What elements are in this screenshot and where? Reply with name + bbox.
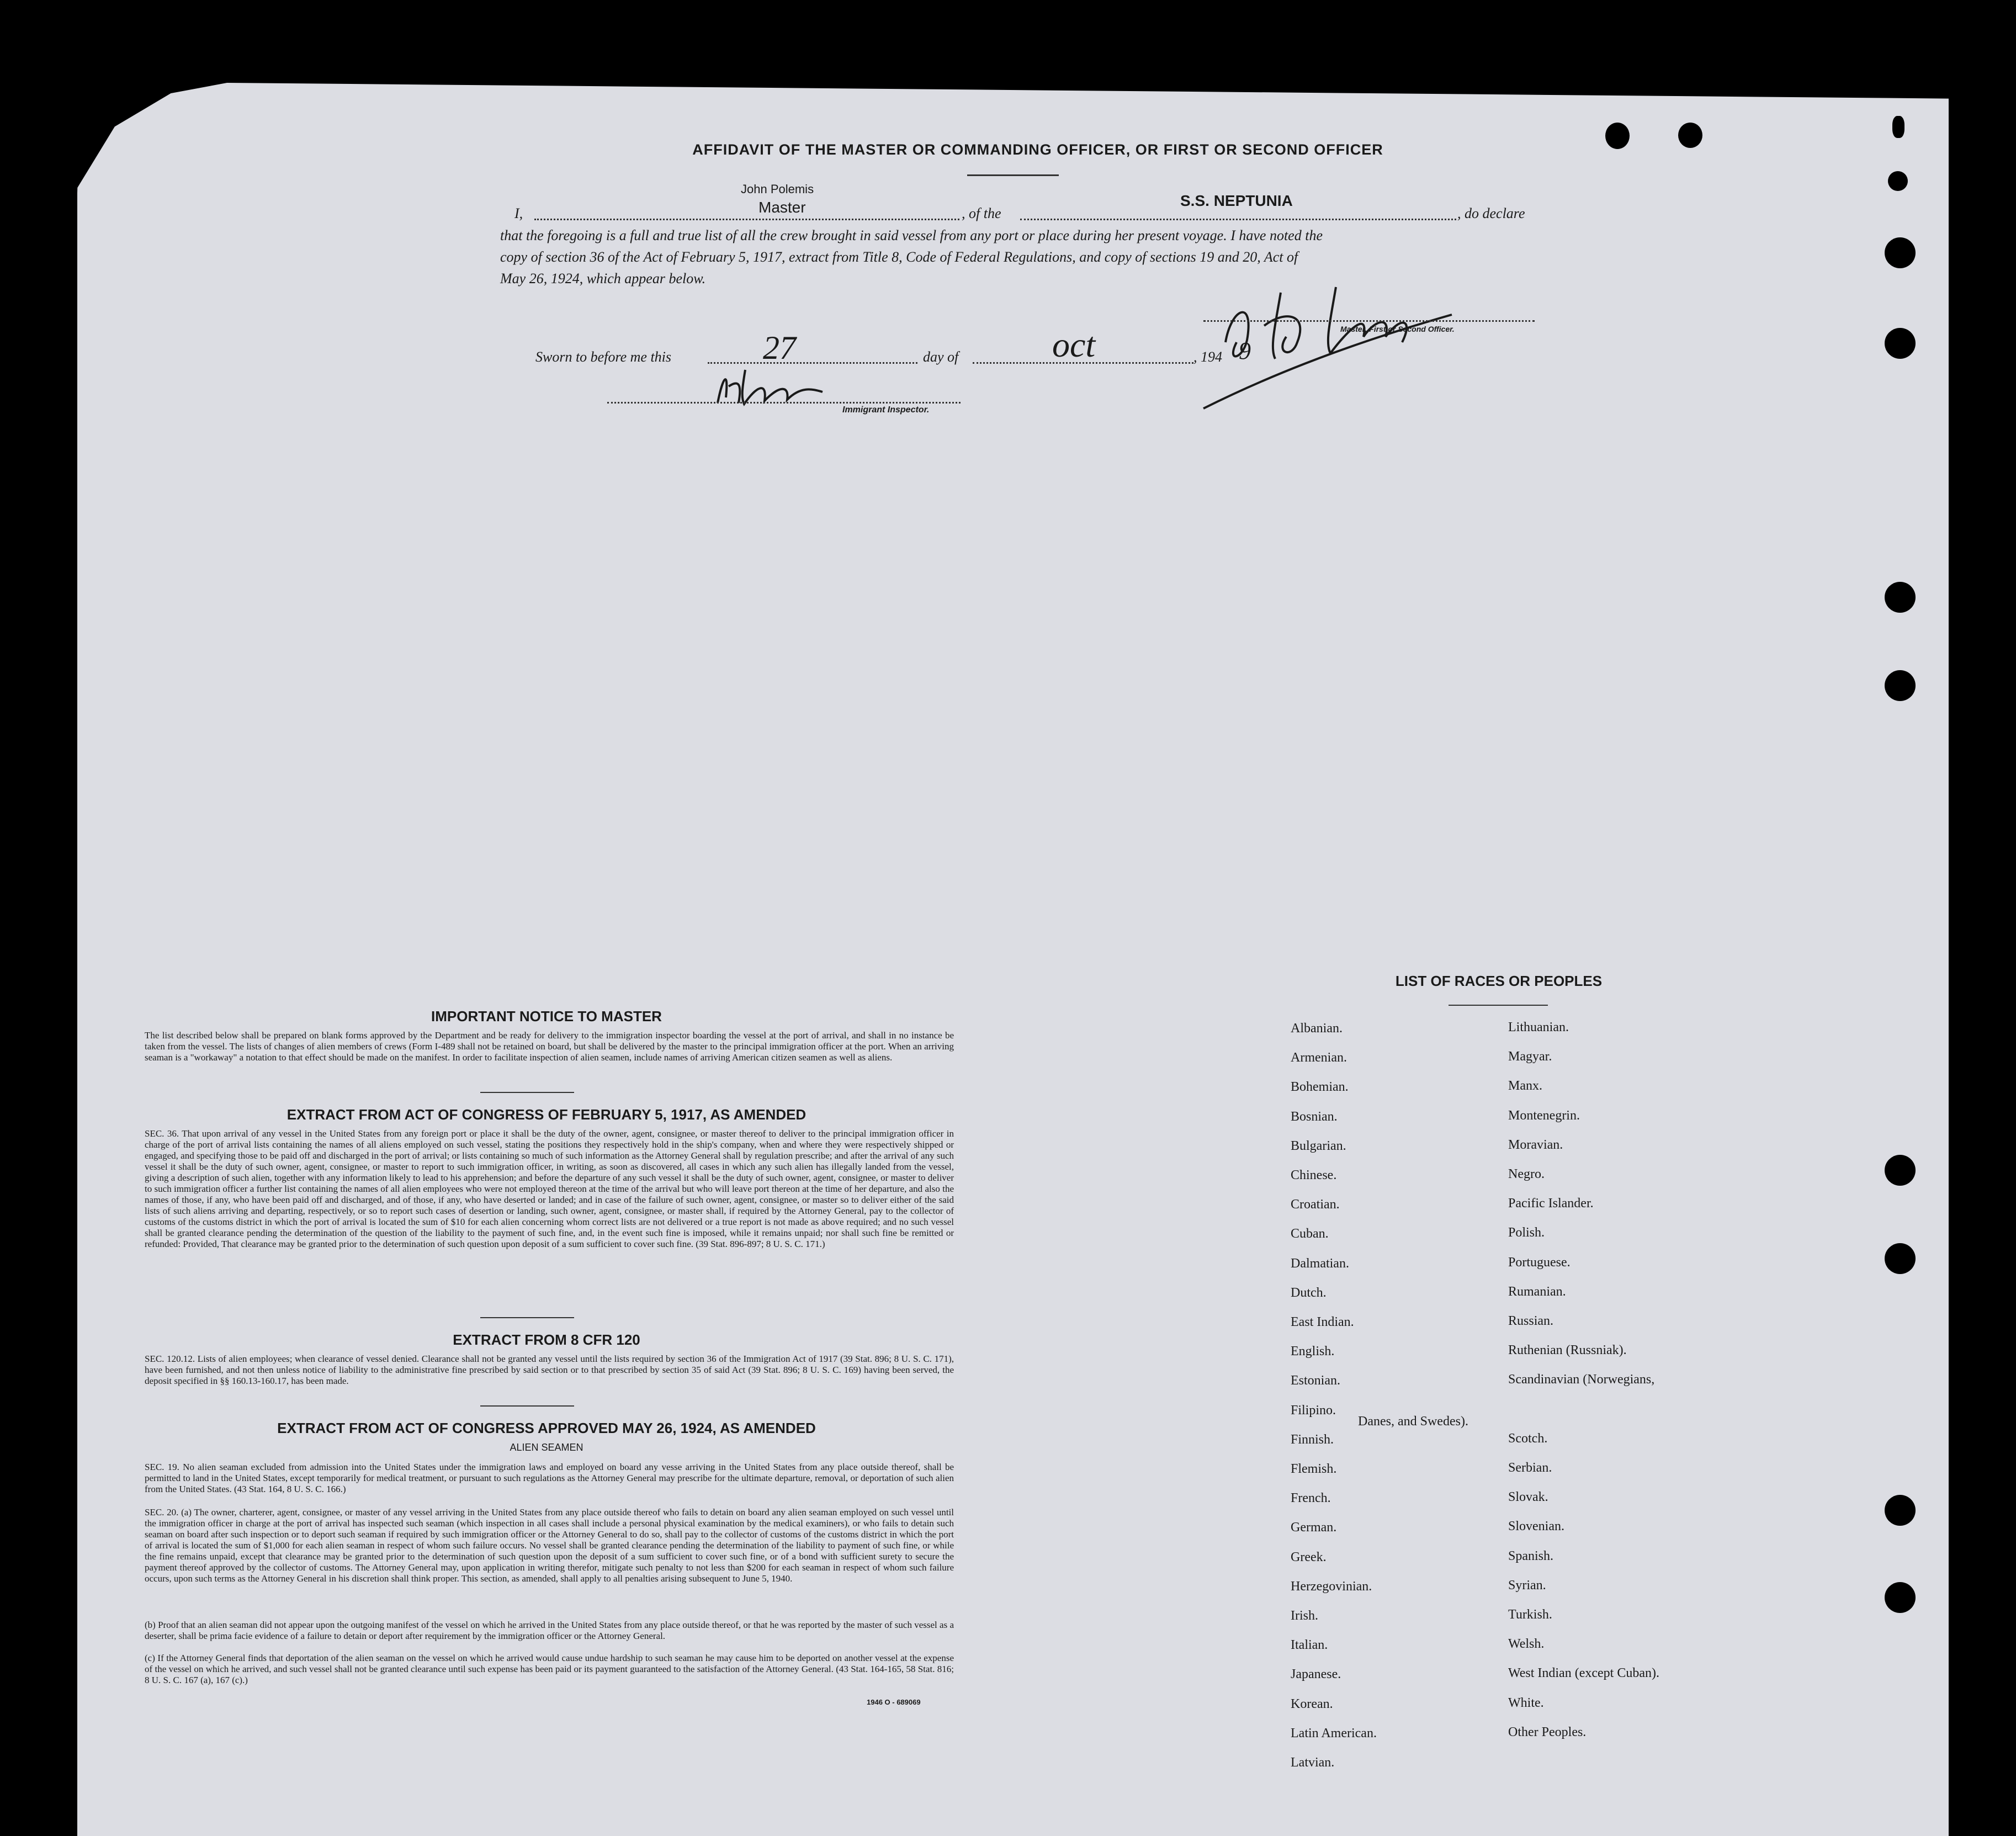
binder-hole (1885, 1243, 1916, 1274)
race-item: Croatian. (1291, 1197, 1340, 1212)
notice-body: The list described below shall be prepared on blank forms approved by the Department and be ready for delivery to the immigration inspector boarding the vessel at the port of arrival, and shall in no instance be taken from the vessel. The lists of changes of alien members of crews (Form I-489 shall not be retained on board, but shall be delivered by the master to the principal immigration officer at the port. When an arriving seaman is a "workaway" a notation to that effect should be made on the manifest. In order to facilitate inspection of alien seamen, include names of arriving American citizen seamen as well as aliens. (145, 1030, 954, 1063)
name-blank (534, 219, 959, 220)
extract1924-subtitle: ALIEN SEAMEN (510, 1442, 583, 1453)
typed-name: John Polemis (741, 182, 814, 196)
race-item: English. (1291, 1344, 1335, 1359)
race-item: White. (1508, 1695, 1544, 1710)
master-sig-line (1203, 320, 1535, 322)
race-item: Portuguese. (1508, 1255, 1571, 1270)
race-item: Slovak. (1508, 1490, 1548, 1505)
master-signature (1192, 276, 1479, 414)
extract1917-rule (480, 1317, 574, 1318)
race-item: Chinese. (1291, 1168, 1337, 1182)
sec19-body: SEC. 19. No alien seaman excluded from admission into the United States under the immigration laws and employed on board any vesse arriving in the United States from any place outside thereof, shall be permitted to land in the United States, except temporarily for medical treatment, or pursuant to such regulations as the Attorney General may prescribe for the ultimate departure, removal, or deportation of such alien from the United States. (43 Stat. 164, 8 U. S. C. 166.) (145, 1462, 954, 1494)
race-item: Slovenian. (1508, 1519, 1564, 1534)
race-item: West Indian (except Cuban). (1508, 1666, 1659, 1681)
cfr-body: SEC. 120.12. Lists of alien employees; when clearance of vessel denied. Clearance shall not be granted any vessel until the lists required by section 36 of the Immigration Act of 1917 (39 Stat. 896; 8 U. S. C. 171), have been furnished, and not then unless notice of liability to the administrative fine prescribed by said section or to that prescribed by section 35 of said Act (39 Stat. 896; 8 U. S. C. 169) having been served, the deposit specified in §§ 160.13-160.17, has been made. (145, 1354, 954, 1386)
race-item: Flemish. (1291, 1462, 1337, 1476)
inspector-sig-line (607, 402, 961, 404)
race-item: German. (1291, 1520, 1337, 1535)
race-item: Lithuanian. (1508, 1020, 1569, 1034)
races-rule (1449, 1005, 1548, 1006)
binder-hole (1885, 582, 1916, 613)
race-item: Estonian. (1291, 1373, 1340, 1388)
inspector-caption: Immigrant Inspector. (842, 405, 930, 415)
race-item: Montenegrin. (1508, 1108, 1580, 1123)
race-item: Polish. (1508, 1225, 1545, 1240)
race-item: Pacific Islander. (1508, 1196, 1594, 1211)
binder-hole (1885, 1155, 1916, 1186)
binder-hole (1605, 123, 1630, 149)
race-item: Albanian. (1291, 1021, 1343, 1036)
race-item: Cuban. (1291, 1227, 1329, 1241)
extract1924-title: EXTRACT FROM ACT OF CONGRESS APPROVED MAY 26, 1924, AS AMENDED (277, 1420, 816, 1436)
affidavit-line2: that the foregoing is a full and true list of all the crew brought in said vessel from any port or place during her present voyage. I have noted the (500, 227, 1323, 243)
race-item: Bosnian. (1291, 1109, 1338, 1124)
binder-hole (1885, 1582, 1916, 1613)
race-item: Other Peoples. (1508, 1724, 1587, 1739)
race-item: Moravian. (1508, 1137, 1563, 1152)
race-item: Finnish. (1291, 1432, 1334, 1447)
race-item: Negro. (1508, 1167, 1545, 1181)
notice-rule (480, 1092, 574, 1093)
vessel-blank (1020, 219, 1456, 220)
master-caption: Master, First or Second Officer. (1340, 325, 1455, 333)
race-item: Rumanian. (1508, 1284, 1566, 1299)
day-handwritten: 27 (763, 330, 796, 366)
cfr-rule (480, 1405, 574, 1407)
race-item: Scandinavian (Norwegians, (1508, 1372, 1655, 1387)
day-blank (708, 362, 917, 364)
binder-hole (1892, 116, 1904, 138)
year-handwritten: 9 (1239, 337, 1251, 364)
sec20b-body: (b) Proof that an alien seaman did not appear upon the outgoing manifest of the vessel on which he arrived in the United States from any place outside thereof, or that he was reported by the master of such vessel as a deserter, shall be prima facie evidence of a failure to detain or deport after requirement by the immigration officer or the Attorney General. (145, 1620, 954, 1641)
year-prefix: , 194 (1193, 349, 1222, 365)
race-item: Filipino. (1291, 1403, 1336, 1418)
line1-declare: , do declare (1457, 205, 1525, 221)
race-item: Japanese. (1291, 1667, 1341, 1682)
extract1917-body: SEC. 36. That upon arrival of any vessel in the United States from any foreign port or place it shall be the duty of the owner, agent, consignee, or master thereof to deliver to the principal immigration officer in charge of the port of arrival lists containing the names of all aliens employed on such vessel, stating the positions they respectively hold in the ship's company, when and where they were respectively shipped or engaged, and specifying those to be paid off and discharged in the port of arrival; or lists containing so much of such information as the Attorney General shall by regulation prescribe; and after the arrival of any such vessel it shall be the duty of such owner, agent, consignee, or master to report to such immigration officer, in writing, as soon as discovered, all cases in which any such alien has illegally landed from the vessel, giving a description of such alien, together with any information likely to lead to his apprehension; and before the departure of any such vessel it shall be the duty of such owner, agent, consignee, or master to deliver to such immigration officer a further list containing the names of all alien employees who were not employed thereon at the time of the arrival but who will leave port thereon at the time of her departure, and also the names of those, if any, who have been paid off and discharged, and of those, if any, who have deserted or landed; and in case of the failure of such owner, agent, consignee, or master so to deliver either of the said lists of such aliens arriving and departing, respectively, or so to report such cases of desertion or landing, such owner, agent, consignee, or master shall, if required by the Attorney General, pay to the collector of customs of the customs district in which the port of arrival is located the sum of $10 for each alien concerning whom correct lists are not delivered or a true report is not made as above required; and no such vessel shall be granted clearance pending the determination of the question of the liability to the payment of such fine, and, in the event such fine is imposed, while it remains unpaid; nor shall such fine be remitted or refunded: Provided, That clearance may be granted prior to the determination of such question upon deposit of a sum sufficient to cover such fine. (39 Stat. 896-897; 8 U. S. C. 171.) (145, 1128, 954, 1249)
race-item: Danes, and Swedes). (1358, 1414, 1468, 1429)
race-item: Spanish. (1508, 1548, 1554, 1563)
race-item: East Indian. (1291, 1315, 1354, 1329)
race-item: Russian. (1508, 1314, 1554, 1328)
affidavit-line4: May 26, 1924, which appear below. (500, 270, 706, 286)
race-item: Italian. (1291, 1638, 1328, 1653)
affidavit-title: AFFIDAVIT OF THE MASTER OR COMMANDING OFFICER, OR FIRST OR SECOND OFFICER (692, 141, 1383, 158)
race-item: Herzegovinian. (1291, 1579, 1372, 1594)
race-item: Ruthenian (Russniak). (1508, 1343, 1627, 1358)
line1-i: I, (514, 205, 523, 221)
race-item: Latin American. (1291, 1726, 1377, 1741)
race-item: French. (1291, 1491, 1331, 1506)
race-item: Latvian. (1291, 1755, 1335, 1770)
sec20c-body: (c) If the Attorney General finds that deportation of the alien seaman on the vessel on which he arrived would cause undue hardship to such seaman he may cause him to be deported on another vessel at the expense of the vessel on which he arrived, and such vessel shall not be granted clearance until such expense has been paid or its payment guaranteed to the satisfaction of the Attorney General. (43 Stat. 164-165, 58 Stat. 816; 8 U. S. C. 167 (a), 167 (c).) (145, 1653, 954, 1685)
race-item: Magyar. (1508, 1049, 1552, 1064)
race-item: Serbian. (1508, 1461, 1552, 1475)
line1-of-the: , of the (962, 205, 1001, 221)
race-item: Scotch. (1508, 1431, 1548, 1446)
sec20a-body: SEC. 20. (a) The owner, charterer, agent, consignee, or master of any vessel arriving in the United States from any place outside thereof who fails to detain on board any alien seaman employed on such vessel until the immigration officer in charge at the port of arrival has inspected such seaman (which inspection in all cases shall include a personal physical examination by the medical examiners), or who fails to detain such seaman on board after such inspection or to deport such seaman if required by such immigration officer or the Attorney General to do so, shall pay to the collector of customs of the customs district in which the port of arrival is located the sum of $1,000 for each alien seaman in respect of whom such failure occurs. No vessel shall be granted clearance pending the determination of the liability to payment of such fine, or while the fine remains unpaid, except that clearance may be granted prior to the determination of such question upon the deposit of a sum sufficient to cover such fine, or of a bond with sufficient surety to secure the payment thereof approved by the collector of customs. The Attorney General may, upon application in writing therefor, mitigate such penalty to not less than $200 for each seaman in respect of whom such failure occurs, upon such terms as the Attorney General in his discretion shall think proper. This section, as amended, shall apply to all penalties arising subsequent to June 5, 1940. (145, 1507, 954, 1584)
race-item: Irish. (1291, 1609, 1318, 1623)
cfr-title: EXTRACT FROM 8 CFR 120 (453, 1331, 640, 1348)
race-item: Armenian. (1291, 1050, 1347, 1065)
race-item: Bohemian. (1291, 1080, 1349, 1095)
binder-hole (1885, 237, 1916, 268)
race-item: Manx. (1508, 1079, 1542, 1094)
month-handwritten: oct (1052, 325, 1096, 364)
race-item: Welsh. (1508, 1637, 1545, 1652)
typed-rank: Master (758, 199, 806, 216)
vessel-name: S.S. NEPTUNIA (1180, 192, 1293, 209)
race-item: Syrian. (1508, 1578, 1546, 1593)
affidavit-line3: copy of section 36 of the Act of February 5, 1917, extract from Title 8, Code of Federal Regulations, and copy of sections 19 and 20, Act of (500, 249, 1298, 265)
race-item: Turkish. (1508, 1607, 1552, 1622)
race-item: Dalmatian. (1291, 1256, 1349, 1271)
binder-hole (1678, 123, 1702, 148)
day-of-label: day of (923, 349, 959, 365)
title-rule (967, 174, 1059, 176)
race-item: Korean. (1291, 1696, 1333, 1711)
binder-hole (1885, 1495, 1916, 1526)
binder-hole (1885, 670, 1916, 701)
binder-hole (1885, 328, 1916, 359)
race-item: Bulgarian. (1291, 1138, 1346, 1153)
binder-hole (1888, 171, 1908, 191)
extract1917-title: EXTRACT FROM ACT OF CONGRESS OF FEBRUARY 5, 1917, AS AMENDED (287, 1106, 807, 1123)
sworn-label: Sworn to before me this (535, 349, 672, 365)
races-title: LIST OF RACES OR PEOPLES (1395, 973, 1603, 989)
print-code: 1946 O - 689069 (867, 1698, 921, 1706)
race-item: Dutch. (1291, 1285, 1327, 1300)
race-item: Greek. (1291, 1550, 1327, 1564)
notice-title: IMPORTANT NOTICE TO MASTER (431, 1008, 662, 1025)
